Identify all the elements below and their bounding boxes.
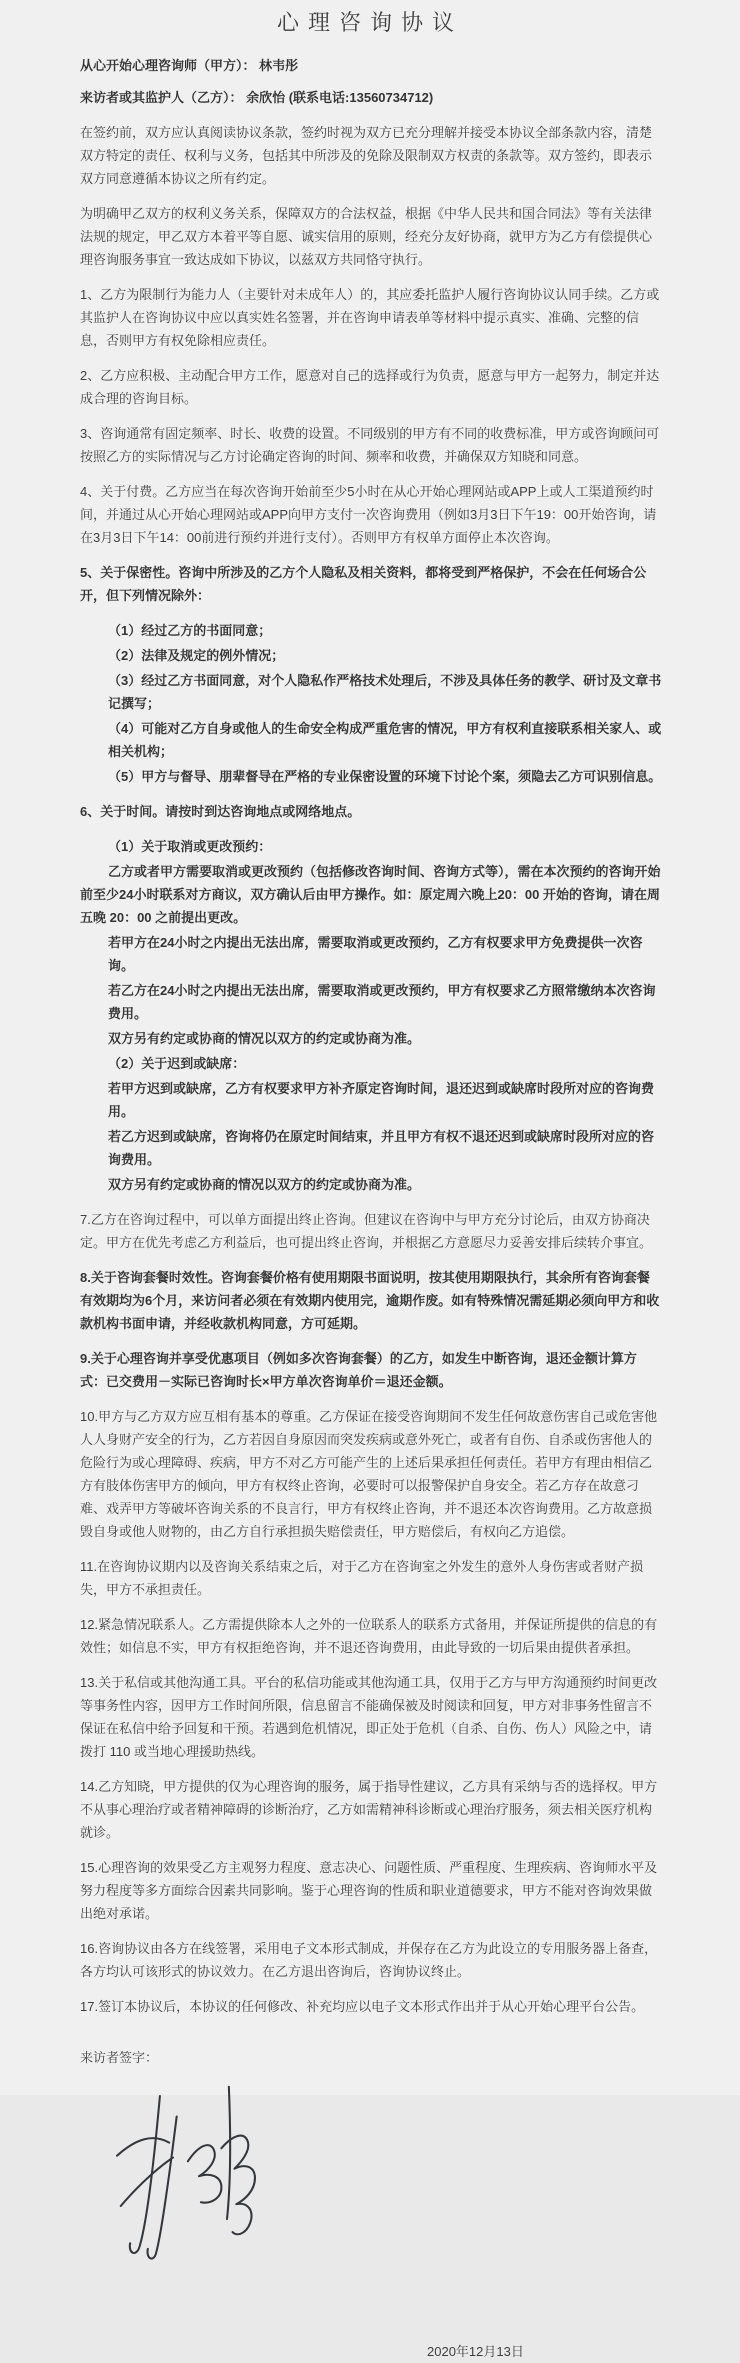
clause-paragraph: 7.乙方在咨询过程中，可以单方面提出终止咨询。但建议在咨询中与甲方充分讨论后，由双方协商决定。甲方在优先考虑乙方利益后，也可提出终止咨询，并根据乙方意愿尽力妥善安排后续转介事宜。	[80, 1212, 653, 1250]
clause-paragraph: 在签约前，双方应认真阅读协议条款，签约时视为双方已充分理解并接受本协议全部条款内容，清楚双方特定的责任、权利与义务，包括其中所涉及的免除及限制双方权责的条款等。双方签约，即表示双方同意遵循本协议之所有约定。	[80, 125, 653, 186]
page-title: 心理咨询协议	[276, 10, 463, 35]
clause-subitem: 双方另有约定或协商的情况以双方的约定或协商为准。	[108, 1031, 421, 1046]
party-a-line: 从心开始心理咨询师（甲方）： 林韦彤	[80, 58, 299, 73]
clause-paragraph: 11.在咨询协议期内以及咨询关系结束之后，对于乙方在咨询室之外发生的意外人身伤害或者财产损失，甲方不承担责任。	[80, 1559, 644, 1597]
clause-paragraph: 1、乙方为限制行为能力人（主要针对未成年人）的，其应委托监护人履行咨询协议认同手续。乙方或其监护人在咨询协议中应以真实姓名签署，并在咨询申请表单等材料中提示真实、准确、完整的信息，否则甲方有权免除相应责任。	[80, 287, 660, 348]
clause-paragraph: 乙方或者甲方需要取消或更改预约（包括修改咨询时间、咨询方式等），需在本次预约的咨询开始前至少24小时联系对方商议，双方确认后由甲方操作。如：原定周六晚上20：00 开始的咨询，请在周五晚 20：00 之前提出更改。	[80, 864, 661, 925]
clause-subitem: （2）法律及规定的例外情况；	[108, 648, 285, 663]
handwritten-signature-drawing	[106, 2083, 266, 2288]
visitor-signature	[106, 2083, 266, 2288]
clause-subitem: 若甲方迟到或缺席，乙方有权要求甲方补齐原定咨询时间，退还迟到或缺席时段所对应的咨询费用。	[108, 1081, 655, 1119]
clause-paragraph: 3、咨询通常有固定频率、时长、收费的设置。不同级别的甲方有不同的收费标准，甲方或咨询顾问可按照乙方的实际情况与乙方讨论确定咨询的时间、频率和收费，并确保双方知晓和同意。	[80, 426, 660, 464]
clause-paragraph: 14.乙方知晓，甲方提供的仅为心理咨询的服务，属于指导性建议，乙方具有采纳与否的选择权。甲方不从事心理治疗或者精神障碍的诊断治疗，乙方如需精神科诊断或心理治疗服务，须去相关医疗机构就诊。	[80, 1779, 658, 1840]
clause-subitem: （1）经过乙方的书面同意；	[108, 623, 272, 638]
clause-paragraph: 9.关于心理咨询并享受优惠项目（例如多次咨询套餐）的乙方，如发生中断咨询，退还金额计算方式：已交费用－实际已咨询时长×甲方单次咨询单价＝退还金额。	[80, 1351, 637, 1389]
clause-paragraph: 17.签订本协议后，本协议的任何修改、补充均应以电子文本形式作出并于从心开始心理平台公告。	[80, 1999, 645, 2014]
party-b-line: 来访者或其监护人（乙方）： 余欣怡 (联系电话:13560734712)	[80, 90, 434, 105]
clause-subitem: 若甲方在24小时之内提出无法出席，需要取消或更改预约，乙方有权要求甲方免费提供一次咨询。	[108, 935, 643, 973]
signing-date: 2020年12月13日	[427, 2344, 524, 2359]
clause-paragraph: 8.关于咨询套餐时效性。咨询套餐价格有使用期限书面说明，按其使用期限执行，其余所有咨询套餐有效期均为6个月，来访问者必须在有效期内使用完，逾期作废。如有特殊情况需延期必须向甲方和收款机构书面申请，并经收款机构同意，方可延期。	[80, 1270, 660, 1331]
clause-subitem: （3）经过乙方书面同意，对个人隐私作严格技术处理后，不涉及具体任务的教学、研讨及文章书记撰写；	[108, 673, 662, 711]
clause-paragraph: 16.咨询协议由各方在线签署，采用电子文本形式制成，并保存在乙方为此设立的专用服务器上备查，各方均认可该形式的协议效力。在乙方退出咨询后，咨询协议终止。	[80, 1941, 658, 1979]
visitor-signature-label: 来访者签字：	[80, 2050, 159, 2065]
clause-paragraph: 6、关于时间。请按时到达咨询地点或网络地点。	[80, 804, 361, 819]
clause-paragraph: 5、关于保密性。咨询中所涉及的乙方个人隐私及相关资料，都将受到严格保护，不会在任何场合公开，但下列情况除外：	[80, 565, 647, 603]
clause-paragraph: 2、乙方应积极、主动配合甲方工作，愿意对自己的选择或行为负责，愿意与甲方一起努力，制定并达成合理的咨询目标。	[80, 368, 660, 406]
clause-paragraph: 4、关于付费。乙方应当在每次咨询开始前至少5小时在从心开始心理网站或APP上或人工渠道预约时间，并通过从心开始心理网站或APP向甲方支付一次咨询费用（例如3月3日下午19：00开始咨询，请在3月3日下午14：00前进行预约并进行支付）。否则甲方有权单方面停止本次咨询。	[80, 484, 657, 545]
document-body	[0, 54, 740, 2363]
clause-paragraph: 10.甲方与乙方双方应互相有基本的尊重。乙方保证在接受咨询期间不发生任何故意伤害自己或危害他人人身财产安全的行为，乙方若因自身原因而突发疾病或意外死亡，或者有自伤、自杀或伤害他人的危险行为或心理障碍、疾病，甲方不对乙方可能产生的上述后果承担任何责任。若甲方有理由相信乙方有肢体伤害甲方的倾向，甲方有权终止咨询，必要时可以报警保护自身安全。若乙方存在故意刁难、戏弄甲方等破坏咨询关系的不良言行，甲方有权终止咨询，并不退还本次咨询费用。乙方故意损毁自身或他人财物的，由乙方自行承担损失赔偿责任，甲方赔偿后，有权向乙方追偿。	[80, 1409, 658, 1539]
clause-subitem: （5）甲方与督导、朋辈督导在严格的专业保密设置的环境下讨论个案，须隐去乙方可识别信息。	[108, 769, 662, 784]
clauses-container	[80, 121, 662, 2018]
clause-paragraph: 为明确甲乙双方的权利义务关系，保障双方的合法权益，根据《中华人民共和国合同法》等有关法律法规的规定，甲乙双方本着平等自愿、诚实信用的原则，经充分友好协商，就甲方为乙方有偿提供心理咨询服务事宜一致达成如下协议，以兹双方共同恪守执行。	[80, 206, 653, 267]
clause-subitem: 若乙方在24小时之内提出无法出席，需要取消或更改预约，甲方有权要求乙方照常缴纳本次咨询费用。	[108, 983, 656, 1021]
clause-subitem: （4）可能对乙方自身或他人的生命安全构成严重危害的情况，甲方有权利直接联系相关家人、或相关机构；	[108, 721, 662, 759]
clause-paragraph: 13.关于私信或其他沟通工具。平台的私信功能或其他沟通工具，仅用于乙方与甲方沟通预约时间更改等事务性内容，因甲方工作时间所限，信息留言不能确保被及时阅读和回复，甲方对非事务性留言不保证在私信中给予回复和干预。若遇到危机情况，即正处于危机（自杀、自伤、伤人）风险之中，请拨打 110 或当地心理援助热线。	[80, 1675, 658, 1759]
clause-subitem: 若乙方迟到或缺席，咨询将仍在原定时间结束，并且甲方有权不退还迟到或缺席时段所对应的咨询费用。	[108, 1129, 655, 1167]
clause-subitem: （1）关于取消或更改预约：	[108, 839, 272, 854]
clause-paragraph: 12.紧急情况联系人。乙方需提供除本人之外的一位联系人的联系方式备用，并保证所提供的信息的有效性；如信息不实，甲方有权拒绝咨询，并不退还咨询费用，由此导致的一切后果由提供者承担。	[80, 1617, 658, 1655]
clause-paragraph: 15.心理咨询的效果受乙方主观努力程度、意志决心、问题性质、严重程度、生理疾病、咨询师水平及努力程度等多方面综合因素共同影响。鉴于心理咨询的性质和职业道德要求，甲方不能对咨询效果做出绝对承诺。	[80, 1860, 658, 1921]
clause-subitem: （2）关于迟到或缺席：	[108, 1056, 246, 1071]
clause-subitem: 双方另有约定或协商的情况以双方的约定或协商为准。	[108, 1177, 421, 1192]
